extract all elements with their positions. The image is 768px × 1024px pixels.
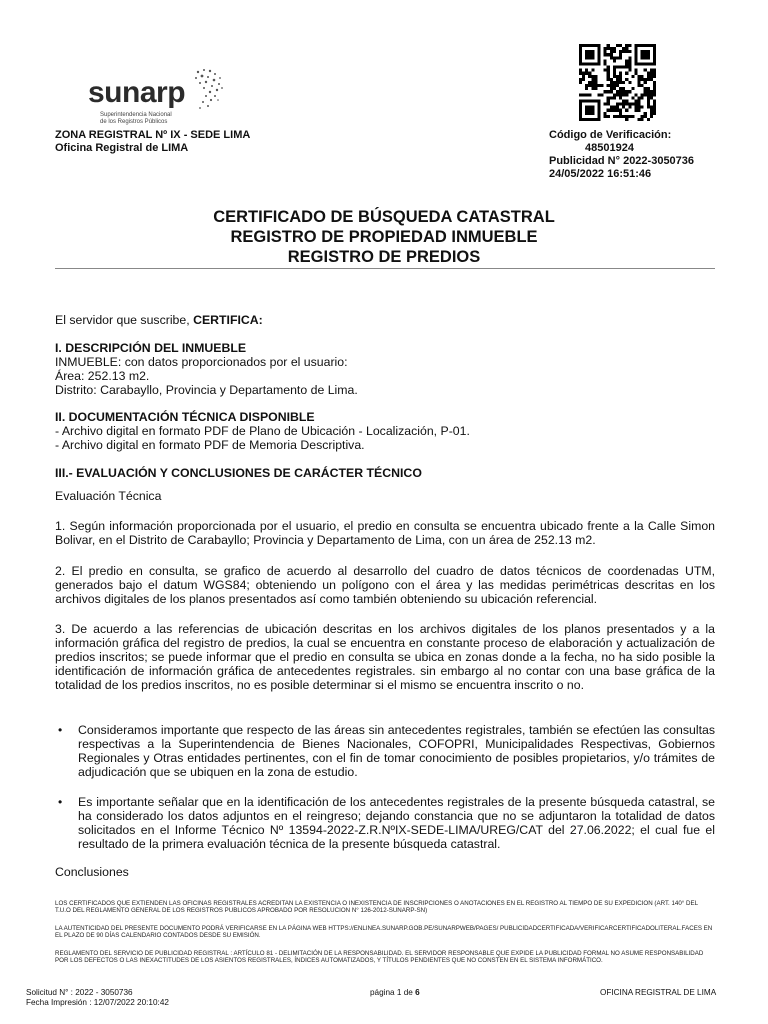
bullet-paragraph-2: Es importante señalar que en la identificación de los antecedentes registrales de la presente búsqueda catastral, se ha considerado los datos adjuntos en el reingreso; dejando constancia que no se adjuntaron la totalidad de datos solicitados en el Informe Técnico Nº 13594-2022-Z.R.NºIX-SEDE-LIMA/UREG/CAT del 27.06.2022; el cual fue el resultado de la primera evaluación técnica de la presente búsqueda catastral. <box>78 795 715 851</box>
footer-fecha-impresion: Fecha Impresión : 12/07/2022 20:10:42 <box>26 998 169 1007</box>
footer-page-prefix: página 1 de <box>370 988 416 997</box>
legal-note-1: LOS CERTIFICADOS QUE EXTIENDEN LAS OFICINAS REGISTRALES ACREDITAN LA EXISTENCIA O INEXISTENCIA DE INSCRIPCIONES O ANOTACIONES EN EL REGISTRO AL TIEMPO DE SU EXPEDICION (ART. 140° DEL T.U.O DEL REGLAMENTO GENERAL DE LOS REGISTROS PUBLICOS APROBADO POR RESOLUCION N° 126-2012-SUNARP-SN) <box>55 900 698 915</box>
publicidad-number: Publicidad N° 2022-3050736 <box>549 155 695 167</box>
section-documentacion <box>55 410 470 452</box>
conclusiones-heading: Conclusiones <box>55 865 129 879</box>
footer-solicitud: Solicitud N° : 2022 - 3050736 <box>26 988 133 997</box>
sunarp-logo <box>88 70 228 130</box>
section-2-line-2: - Archivo digital en formato PDF de Memoria Descriptiva. <box>55 438 365 452</box>
bullet-marker-2: • <box>58 795 63 809</box>
legal-note-2: LA AUTENTICIDAD DEL PRESENTE DOCUMENTO PODRÁ VERIFICARSE EN LA PÁGINA WEB HTTPS://ENLINEA.SUNARP.GOB.PE/SUNARPWEB/PAGES/ PUBLICIDADCERTIFICADA/VERIFICARCERTIFICADOLITERAL.FACES EN EL PLAZO DE 90 DÍAS CALENDARIO CONTADOS DESDE SU EMISIÓN. <box>55 925 713 940</box>
paragraph-3: 3. De acuerdo a las referencias de ubicación descritas en los archivos digitales de los planos presentados y a la información gráfica del registro de predios, la cual se encuentra en constante proceso de elaboración y actualización de predios inscritos; se puede informar que el predio en consulta se ubica en zonas donde a la fecha, no ha sido posible la identificación de información gráfica de antecedentes registrales. sin embargo al no contar con una base gráfica de la totalidad de los predios inscritos, no es posible determinar si el mismo se encuentra inscrito o no. <box>55 622 715 692</box>
bullet-paragraph-1: Consideramos importante que respecto de las áreas sin antecedentes registrales, también se efectúen las consultas respectivas a la Superintendencia de Bienes Nacionales, COFOPRI, Municipalidades Respectivas, Gobiernos Regionales y Otras entidades pertinentes, con el fin de tomar conocimiento de posibles propietarios, y/o trámites de adjudicación que se ubiquen en la zona de estudio. <box>78 723 715 779</box>
intro-certifica: CERTIFICA: <box>193 313 263 327</box>
title-certificado: CERTIFICADO DE BÚSQUEDA CATASTRAL <box>213 208 555 226</box>
section-descripcion <box>55 341 358 397</box>
section-2-heading: II. DOCUMENTACIÓN TÉCNICA DISPONIBLE <box>55 410 315 424</box>
oficina-registral: Oficina Registral de LIMA <box>55 142 189 154</box>
footer-oficina: OFICINA REGISTRAL DE LIMA <box>600 988 717 997</box>
title-registro-predios: REGISTRO DE PREDIOS <box>287 248 481 266</box>
logo-dots-icon <box>184 66 234 116</box>
qr-code <box>579 44 656 121</box>
section-3-heading <box>55 466 422 480</box>
header-right <box>549 129 694 181</box>
intro-prefix: El servidor que suscribe, <box>55 313 194 327</box>
section-1-line-3: Distrito: Carabayllo, Provincia y Departamento de Lima. <box>55 383 358 397</box>
footer-page-total: 6 <box>415 988 420 997</box>
evaluacion-tecnica-heading: Evaluación Técnica <box>55 489 162 503</box>
header-left <box>55 129 250 155</box>
codigo-label: Código de Verificación: <box>549 129 672 141</box>
section-1-line-2: Área: 252.13 m2. <box>55 369 150 383</box>
logo-subtitle-2: de los Registros Públicos <box>100 119 168 125</box>
codigo-value: 48501924 <box>585 142 634 154</box>
logo-subtitle-1: Superintendencia Nacional <box>100 112 172 118</box>
title-registro-propiedad: REGISTRO DE PROPIEDAD INMUEBLE <box>230 228 538 246</box>
title-divider <box>55 268 715 269</box>
section-3-heading-text: III.- EVALUACIÓN Y CONCLUSIONES DE CARÁCTER TÉCNICO <box>55 466 422 480</box>
footer-page-number <box>370 988 420 998</box>
paragraph-1: 1. Según información proporcionada por el usuario, el predio en consulta se encuentra ubicado frente a la Calle Simon Bolivar, en el Distrito de Carabayllo; Provincia y Departamento de Lima, con un área de 252.13 m2. <box>55 519 715 547</box>
logo-wordmark: sunarp <box>88 76 186 109</box>
section-1-line-1: INMUEBLE: con datos proporcionados por el usuario: <box>55 355 348 369</box>
publicidad-date: 24/05/2022 16:51:46 <box>549 168 652 180</box>
bullet-marker-1: • <box>58 723 63 737</box>
legal-note-3: REGLAMENTO DEL SERVICIO DE PUBLICIDAD REGISTRAL : ARTÍCULO 81 - DELIMITACIÓN DE LA RESPONSABILIDAD. EL SERVIDOR RESPONSABLE QUE EXPIDE LA PUBLICIDAD FORMAL NO ASUME RESPONSABILIDAD POR LOS DEFECTOS O LAS INEXACTITUDES DE LOS ASIENTOS REGISTRALES, ÍNDICES AUTOMATIZADOS, Y TÍTULOS PENDIENTES QUE NO CONSTEN EN EL SISTEMA INFORMÁTICO. <box>55 950 704 965</box>
footer-left <box>26 988 169 1008</box>
section-2-line-1: - Archivo digital en formato PDF de Plano de Ubicación - Localización, P-01. <box>55 424 470 438</box>
paragraph-2: 2. El predio en consulta, se grafico de acuerdo al desarrollo del cuadro de datos técnicos de coordenadas UTM, generados bajo el datum WGS84; obteniendo un polígono con el área y las medidas perimétricas descritas en los archivos digitales de los planos presentados así como también obteniendo su ubicación referencial. <box>55 564 715 606</box>
section-1-heading: I. DESCRIPCIÓN DEL INMUEBLE <box>55 341 247 355</box>
zona-registral: ZONA REGISTRAL Nº IX - SEDE LIMA <box>55 129 251 141</box>
intro-line <box>55 313 263 327</box>
